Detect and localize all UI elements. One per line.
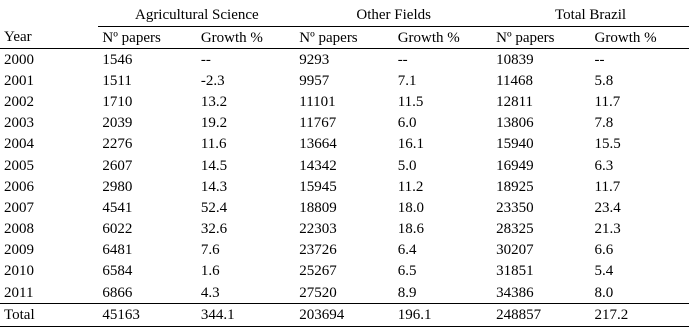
cell-value: 9957	[299, 72, 330, 89]
column-header-growth: Growth %	[591, 27, 689, 49]
cell-value: 11.7	[594, 178, 621, 195]
cell-value: 4.3	[200, 284, 220, 301]
cell-value: 8.0	[594, 284, 614, 301]
cell-year: 2003	[4, 115, 34, 132]
group-header-row	[0, 4, 689, 27]
total-value: 344.1	[197, 304, 295, 327]
cell-value: 23726	[299, 242, 337, 259]
cell-year: 2008	[4, 221, 34, 238]
cell-value: 14342	[299, 157, 337, 174]
table-row	[0, 134, 689, 155]
cell-value: 7.1	[397, 72, 417, 89]
cell-value: --	[397, 51, 408, 68]
cell-value: 22303	[299, 221, 337, 238]
cell-value: 13806	[496, 115, 534, 132]
cell-year: 2002	[4, 93, 34, 110]
cell-value: 11.5	[397, 93, 424, 110]
cell-value: 25267	[299, 263, 337, 280]
cell-year: 2004	[4, 136, 34, 153]
total-value: 203694	[295, 304, 393, 327]
cell-value: 13.2	[200, 93, 228, 110]
table-row	[0, 91, 689, 112]
cell-value: 2607	[102, 157, 133, 174]
table-row	[0, 197, 689, 218]
cell-year: 2009	[4, 242, 34, 259]
cell-value: 2980	[102, 178, 133, 195]
cell-value: 23.4	[594, 199, 621, 216]
cell-value: 31851	[496, 263, 534, 280]
cell-value: 15940	[496, 136, 534, 153]
data-table	[0, 4, 689, 327]
table-row	[0, 113, 689, 134]
group-header-agricultural-science: Agricultural Science	[98, 4, 295, 27]
cell-value: 14.3	[200, 178, 228, 195]
total-value: 248857	[492, 304, 590, 327]
cell-value: 11.6	[200, 136, 227, 153]
cell-year: 2001	[4, 72, 34, 89]
cell-value: 4541	[102, 199, 133, 216]
cell-value: 10839	[496, 51, 534, 68]
cell-value: 18809	[299, 199, 337, 216]
cell-year: 2011	[4, 284, 34, 301]
column-header-growth: Growth %	[394, 27, 492, 49]
cell-value: 6.0	[397, 115, 417, 132]
total-row	[0, 304, 689, 327]
column-header-growth: Growth %	[197, 27, 295, 49]
table-row	[0, 49, 689, 71]
cell-value: 12811	[496, 93, 534, 110]
cell-value: 28325	[496, 221, 534, 238]
cell-value: 6866	[102, 284, 133, 301]
cell-value: 15945	[299, 178, 337, 195]
cell-value: 7.8	[594, 115, 614, 132]
table-row	[0, 155, 689, 176]
cell-year: 2000	[4, 51, 34, 68]
cell-value: 11101	[299, 93, 336, 110]
table-row	[0, 219, 689, 240]
cell-value: 34386	[496, 284, 534, 301]
cell-value: 6.4	[397, 242, 417, 259]
cell-value: 6.5	[397, 263, 417, 280]
cell-value: 18.6	[397, 221, 424, 238]
table-row	[0, 176, 689, 197]
cell-value: 11767	[299, 115, 337, 132]
table-row	[0, 240, 689, 261]
cell-value: 11468	[496, 72, 534, 89]
cell-year: 2007	[4, 199, 34, 216]
cell-value: --	[200, 51, 211, 68]
cell-value: 6481	[102, 242, 133, 259]
cell-value: 23350	[496, 199, 534, 216]
cell-value: 5.0	[397, 157, 417, 174]
group-header-empty	[0, 4, 98, 27]
cell-value: 16949	[496, 157, 534, 174]
cell-value: 52.4	[200, 199, 228, 216]
column-header-year: Year	[0, 27, 98, 49]
cell-value: 5.8	[594, 72, 614, 89]
cell-value: 16.1	[397, 136, 424, 153]
column-header-papers: Nº papers	[295, 27, 393, 49]
group-header-other-fields: Other Fields	[295, 4, 492, 27]
cell-value: 9293	[299, 51, 330, 68]
cell-value: 11.7	[594, 93, 621, 110]
total-value: 45163	[98, 304, 196, 327]
column-header-row	[0, 27, 689, 49]
cell-value: 6022	[102, 221, 133, 238]
cell-value: 27520	[299, 284, 337, 301]
cell-value: 21.3	[594, 221, 621, 238]
cell-value: 6584	[102, 263, 133, 280]
total-label: Total	[0, 304, 98, 327]
cell-value: 18925	[496, 178, 534, 195]
cell-value: 5.4	[594, 263, 614, 280]
cell-value: 6.6	[594, 242, 614, 259]
cell-value: 15.5	[594, 136, 621, 153]
table-row	[0, 70, 689, 91]
cell-value: 18.0	[397, 199, 424, 216]
table-row	[0, 261, 689, 282]
cell-value: 1710	[102, 93, 133, 110]
cell-value: 19.2	[200, 115, 228, 132]
table-row	[0, 282, 689, 304]
cell-value: --	[594, 51, 605, 68]
cell-value: 2276	[102, 136, 133, 153]
cell-value: 32.6	[200, 221, 228, 238]
cell-value: 1.6	[200, 263, 220, 280]
cell-year: 2005	[4, 157, 34, 174]
cell-value: 8.9	[397, 284, 417, 301]
cell-value: 30207	[496, 242, 534, 259]
group-header-total-brazil: Total Brazil	[492, 4, 689, 27]
cell-value: 2039	[102, 115, 133, 132]
cell-value: 6.3	[594, 157, 614, 174]
cell-value: 7.6	[200, 242, 220, 259]
cell-year: 2010	[4, 263, 34, 280]
cell-value: 11.2	[397, 178, 424, 195]
column-header-papers: Nº papers	[492, 27, 590, 49]
cell-value: -2.3	[200, 72, 225, 89]
cell-value: 14.5	[200, 157, 228, 174]
total-value: 196.1	[394, 304, 492, 327]
cell-value: 1511	[102, 72, 132, 89]
total-value: 217.2	[591, 304, 689, 327]
table-body	[0, 49, 689, 304]
cell-year: 2006	[4, 178, 34, 195]
cell-value: 1546	[102, 51, 133, 68]
cell-value: 13664	[299, 136, 337, 153]
column-header-papers: Nº papers	[98, 27, 196, 49]
